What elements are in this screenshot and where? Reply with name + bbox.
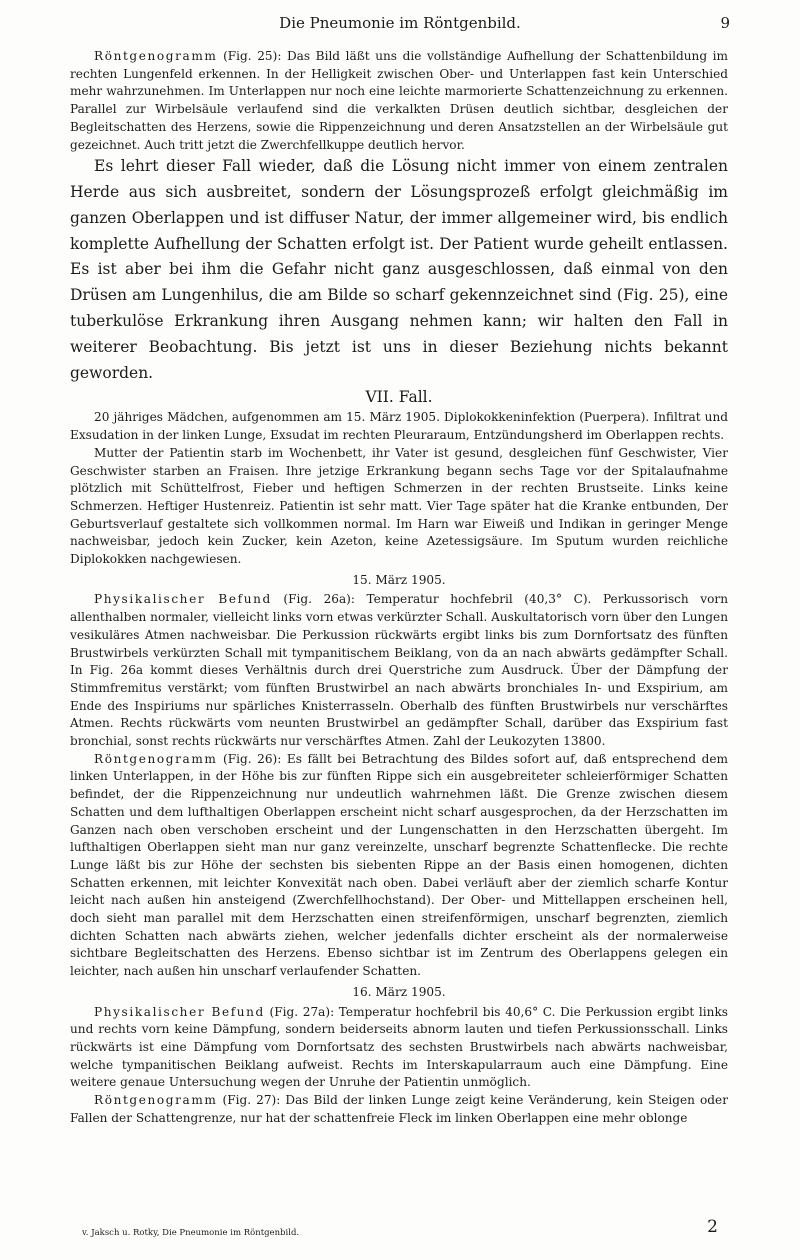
lead-term: Physikalischer Befund bbox=[94, 592, 272, 607]
body-text bbox=[70, 48, 728, 1128]
case-heading: VII. Fall. bbox=[365, 388, 433, 407]
paragraph-text: (Fig. 27a): Temperatur hochfebril bis 40,6° C. Die Perkussion ergibt links und rechts vorn keine Dämpfung, sondern beiderseits abnorm lauten und tiefen Perkussionsschall. Links rückwärts ist eine Dämpfung vom Dornfortsatz des sechsten Brustwirbels nach abwärts nachweisbar, welche tympanitischen Beiklang aufweist. Rechts im Interskapularraum auch eine Dämpfung. Eine weitere genaue Untersuchung wegen der Unruhe der Patientin unmöglich. bbox=[70, 1004, 728, 1090]
page-number: 9 bbox=[720, 14, 730, 32]
running-header bbox=[70, 14, 730, 36]
paragraph-text: (Fig. 27): Das Bild der linken Lunge zeigt keine Veränderung, kein Steigen oder Fallen der Schattengrenze, nur hat der schattenfreie Fleck im linken Oberlappen eine mehr oblonge bbox=[70, 1093, 728, 1125]
signature-mark: 2 bbox=[707, 1217, 718, 1237]
paragraph-anamnesis: Mutter der Patientin starb im Wochenbett, ihr Vater ist gesund, desgleichen fünf Geschwister, Vier Geschwister starben an Fraisen. Ihre jetzige Erkrankung begann sechs Tage vor der Spitalaufnahme plötzlich mit Schüttelfrost, Fieber und heftigen Schmerzen in der rechten Brustseite. Links keine Schmerzen. Heftiger Hustenreiz. Patientin ist sehr matt. Vier Tage später hat die Kranke entbunden, Der Geburtsverlauf gestaltete sich vollkommen normal. Im Harn war Eiweiß und Indikan in geringer Menge nachweisbar, jedoch kein Zucker, kein Azeton, keine Azetessigsäure. Im Sputum wurden reichliche Diplokokken nachgewiesen. bbox=[70, 445, 728, 567]
lead-term: Physikalischer Befund bbox=[94, 1004, 265, 1019]
date-heading: 15. März 1905. bbox=[352, 572, 446, 587]
paragraph-case-summary: 20 jähriges Mädchen, aufgenommen am 15. März 1905. Diplokokkeninfektion (Puerpera). Infiltrat und Exsudation in der linken Lunge, Exsudat im rechten Pleuraraum, Entzündungsherd im Oberlappen rechts. bbox=[70, 410, 728, 443]
paragraph-discussion: Es lehrt dieser Fall wieder, daß die Lösung nicht immer von einem zentralen Herde aus sich ausbreitet, sondern der Lösungsprozeß erfolgt gleichmäßig im ganzen Oberlappen und ist diffuser Natur, der immer allgemeiner wird, bis endlich komplette Aufhellung der Schatten erfolgt ist. Der Patient wurde geheilt entlassen. Es ist aber bei ihm die Gefahr nicht ganz ausgeschlossen, daß einmal von den Drüsen am Lungenhilus, die am Bilde so scharf gekennzeichnet sind (Fig. 25), eine tuberkulöse Erkrankung ihren Ausgang nehmen kann; wir halten den Fall in weiterer Beobachtung. Bis jetzt ist uns in dieser Beziehung nichts bekannt geworden. bbox=[70, 157, 728, 382]
paragraph-physical-findings-fig26a bbox=[70, 591, 728, 750]
paragraph-roentgenogram-fig27 bbox=[70, 1092, 728, 1127]
lead-term: Röntgenogramm bbox=[94, 751, 218, 766]
paragraph-roentgenogram-fig25 bbox=[70, 48, 728, 154]
paragraph-physical-findings-fig27a bbox=[70, 1004, 728, 1093]
paragraph-text: (Fig. 25): Das Bild läßt uns die vollständige Aufhellung der Schattenbildung im rechten Lungenfeld erkennen. In der Helligkeit zwischen Ober- und Unterlappen fast kein Unterschied mehr wahrzunehmen. Im Unterlappen nur noch eine leichte marmorierte Schattenzeichnung zu erkennen. Parallel zur Wirbelsäule verlaufend sind die verkalkten Drüsen deutlich sichtbar, desgleichen der Begleitschatten des Herzens, sowie die Rippenzeichnung und deren Ansatzstellen an der Wirbelsäule gut gezeichnet. Auch tritt jetzt die Zwerchfellkuppe deutlich hervor. bbox=[70, 49, 728, 152]
paragraph-roentgenogram-fig26 bbox=[70, 751, 728, 981]
date-heading: 16. März 1905. bbox=[352, 984, 446, 999]
footer bbox=[82, 1217, 718, 1240]
running-title: Die Pneumonie im Röntgenbild. bbox=[279, 14, 521, 32]
lead-term: Röntgenogramm bbox=[94, 1093, 218, 1108]
lead-term: Röntgenogramm bbox=[94, 49, 218, 63]
paragraph-text: (Fig. 26a): Temperatur hochfebril (40,3° C). Perkussorisch vorn allenthalben normaler, vielleicht links vorn etwas verkürzter Schall. Auskultatorisch vorn über den Lungen vesikuläres Atmen nachweisbar. Die Perkussion rückwärts ergibt links bis zum Dornfortsatz des fünften Brustwirbels verkürzten Schall mit tympanitischem Beiklang, von da an nach abwärts gedämpfter Schall. In Fig. 26a kommt dieses Verhältnis durch drei Querstriche zum Ausdruck. Über der Dämpfung der Stimmfremitus verstärkt; vom fünften Brustwirbel an nach abwärts bronchiales In- und Exspirium, am Ende des Inspiriums nur spärliches Knisterrasseln. Oberhalb des fünften Brustwirbels nur verschärftes Atmen. Rechts rückwärts vom neunten Brustwirbel an gedämpfter Schall, darüber das Exspirium fast bronchial, sonst rechts rückwärts nur verschärftes Atmen. Zahl der Leukozyten 13800. bbox=[70, 592, 728, 749]
paragraph-text: (Fig. 26): Es fällt bei Betrachtung des Bildes sofort auf, daß entsprechend dem linken Unterlappen, in der Höhe bis zur fünften Rippe sich ein ausgebreiteter schleierförmiger Schatten befindet, der die Rippenzeichnung nur undeutlich wahrnehmen läßt. Die Grenze zwischen diesem Schatten und dem lufthaltigen Oberlappen erscheint nicht scharf ausgesprochen, da der Herzschatten im Ganzen nach oben verschoben erscheint und der Lungenschatten in den Herzschatten übergeht. Im lufthaltigen Oberlappen sieht man nur ganz vereinzelte, unscharf begrenzte Schattenflecke. Die rechte Lunge läßt bis zur Höhe der sechsten bis siebenten Rippe an der Basis einen homogenen, dichten Schatten erkennen, mit leichter Konvexität nach oben. Dabei verläuft aber der ziemlich scharfe Kontur leicht nach außen hin ansteigend (Zwerchfellhochstand). Der Ober- und Mittellappen erscheinen hell, doch sieht man parallel mit dem Herzschatten einen streifenförmigen, unscharf begrenzten, ziemlich dichten Schatten nach abwärts ziehen, welcher jedenfalls dichter erscheint als der normalerweise sichtbare Begleitschatten des Herzens. Ebenso sichtbar ist im Zentrum des Oberlappens gelegen ein leichter, nach außen hin unscharf verlaufender Schatten. bbox=[70, 751, 728, 979]
footer-book-title: v. Jaksch u. Rotky, Die Pneumonie im Röntgenbild. bbox=[82, 1228, 300, 1238]
